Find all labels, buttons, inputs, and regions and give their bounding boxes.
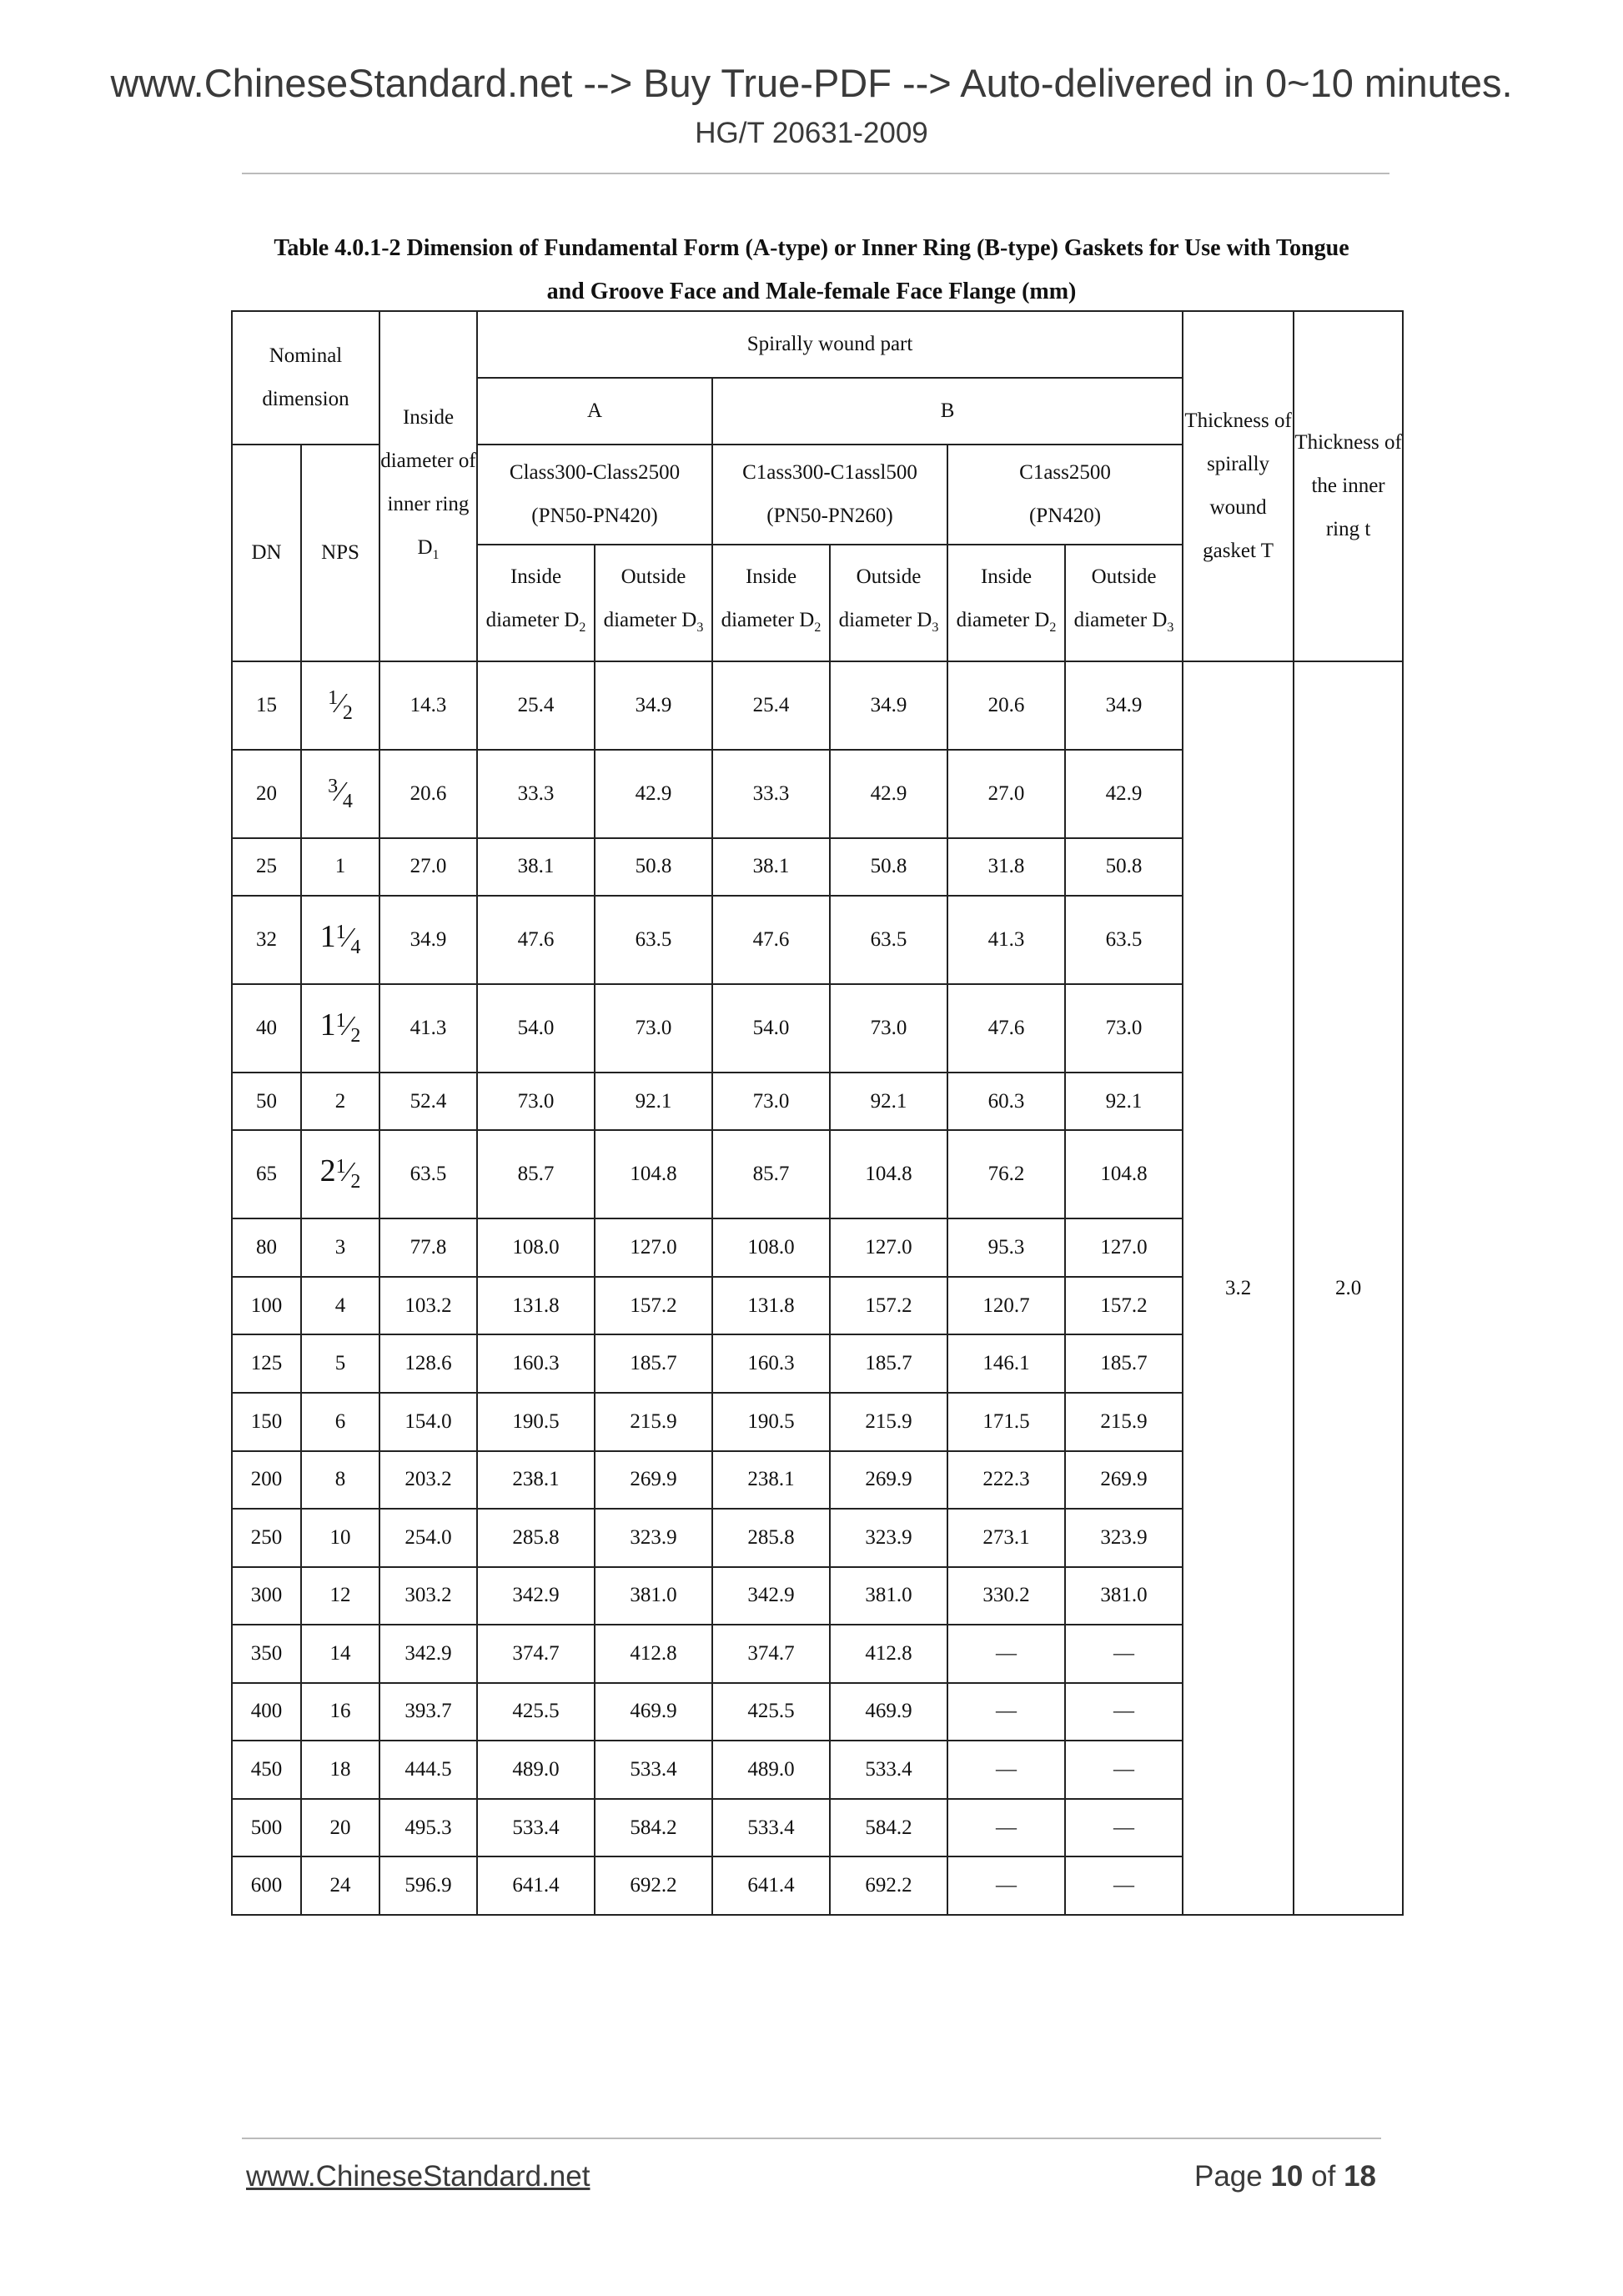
nps-cell: 5 xyxy=(301,1334,379,1393)
class-a-header: Class300-Class2500 (PN50-PN420) xyxy=(477,445,712,545)
nps-cell xyxy=(301,661,379,750)
caption-line-1: Table 4.0.1-2 Dimension of Fundamental Form (A-type) or Inner Ring (B-type) Gaskets for Use with Tongue xyxy=(274,235,1349,261)
b1-d3-cell: 63.5 xyxy=(830,896,947,984)
b2-d3-cell: 34.9 xyxy=(1065,661,1183,750)
dn-cell: 350 xyxy=(232,1625,301,1683)
b2-d2-cell: 60.3 xyxy=(947,1073,1065,1131)
dn-cell: 100 xyxy=(232,1277,301,1335)
a-d2-cell: 190.5 xyxy=(477,1393,595,1451)
a-d3-cell: 34.9 xyxy=(595,661,712,750)
table-caption xyxy=(225,227,1398,314)
a-d2-cell: 425.5 xyxy=(477,1683,595,1741)
a-d3-cell: 104.8 xyxy=(595,1130,712,1218)
b1-d3-cell: 215.9 xyxy=(830,1393,947,1451)
a-outside-diameter-header: Outside diameter $D_3$ xyxy=(595,545,712,661)
thickness-spiral-header: Thickness of spirally wound gasket T xyxy=(1183,311,1294,661)
a-d2-cell: 33.3 xyxy=(477,750,595,838)
b2-d3-cell: — xyxy=(1065,1741,1183,1799)
d1-cell: 103.2 xyxy=(379,1277,477,1335)
a-d2-cell: 73.0 xyxy=(477,1073,595,1131)
b2-d2-cell: 222.3 xyxy=(947,1451,1065,1510)
a-d3-cell: 185.7 xyxy=(595,1334,712,1393)
a-d3-cell: 381.0 xyxy=(595,1567,712,1625)
group-a-header: A xyxy=(477,378,712,445)
a-d2-cell: 38.1 xyxy=(477,838,595,897)
top-divider xyxy=(242,173,1389,174)
b2-d2-cell: 120.7 xyxy=(947,1277,1065,1335)
a-d2-cell: 238.1 xyxy=(477,1451,595,1510)
dn-cell: 15 xyxy=(232,661,301,750)
b2-d2-cell: — xyxy=(947,1625,1065,1683)
b1-outside-diameter-header: Outside diameter $D_3$ xyxy=(830,545,947,661)
dn-cell: 20 xyxy=(232,750,301,838)
d1-cell: 444.5 xyxy=(379,1741,477,1799)
b1-d2-cell: 54.0 xyxy=(712,984,830,1073)
b1-d3-cell: 157.2 xyxy=(830,1277,947,1335)
nps-cell xyxy=(301,984,379,1073)
a-d2-cell: 85.7 xyxy=(477,1130,595,1218)
b2-d3-cell: — xyxy=(1065,1683,1183,1741)
d1-cell: 254.0 xyxy=(379,1509,477,1567)
nps-fraction: $^1⁄_2$ xyxy=(328,686,353,724)
nps-cell xyxy=(301,1130,379,1218)
b1-d3-cell: 533.4 xyxy=(830,1741,947,1799)
a-d3-cell: 323.9 xyxy=(595,1509,712,1567)
b2-d3-cell: 104.8 xyxy=(1065,1130,1183,1218)
b1-d3-cell: 92.1 xyxy=(830,1073,947,1131)
nps-cell: 10 xyxy=(301,1509,379,1567)
b2-d2-cell: 31.8 xyxy=(947,838,1065,897)
b1-d2-cell: 285.8 xyxy=(712,1509,830,1567)
a-d3-cell: 92.1 xyxy=(595,1073,712,1131)
b1-d3-cell: 127.0 xyxy=(830,1218,947,1277)
d1-cell: 14.3 xyxy=(379,661,477,750)
thickness-spiral-value: 3.2 xyxy=(1183,661,1294,1915)
b1-d2-cell: 73.0 xyxy=(712,1073,830,1131)
d1-cell: 128.6 xyxy=(379,1334,477,1393)
a-d2-cell: 342.9 xyxy=(477,1567,595,1625)
b1-d2-cell: 38.1 xyxy=(712,838,830,897)
b1-d3-cell: 469.9 xyxy=(830,1683,947,1741)
dn-cell: 300 xyxy=(232,1567,301,1625)
spirally-wound-part-header: Spirally wound part xyxy=(477,311,1183,378)
nps-cell xyxy=(301,750,379,838)
a-d3-cell: 584.2 xyxy=(595,1799,712,1857)
d1-cell: 41.3 xyxy=(379,984,477,1073)
nps-cell: 1 xyxy=(301,838,379,897)
b1-d2-cell: 47.6 xyxy=(712,896,830,984)
b2-d3-cell: 215.9 xyxy=(1065,1393,1183,1451)
b2-d2-cell: 41.3 xyxy=(947,896,1065,984)
dn-cell: 150 xyxy=(232,1393,301,1451)
dn-cell: 80 xyxy=(232,1218,301,1277)
nps-fraction: $1^1⁄_2$ xyxy=(319,1007,361,1047)
a-d3-cell: 73.0 xyxy=(595,984,712,1073)
standard-code: HG/T 20631-2009 xyxy=(695,117,928,149)
b2-d3-cell: — xyxy=(1065,1799,1183,1857)
dn-cell: 250 xyxy=(232,1509,301,1567)
a-d3-cell: 50.8 xyxy=(595,838,712,897)
b2-d2-cell: 27.0 xyxy=(947,750,1065,838)
banner-text: www.ChineseStandard.net --> Buy True-PDF --> Auto-delivered in 0~10 minutes. xyxy=(110,61,1513,105)
group-b-header: B xyxy=(712,378,1183,445)
nps-fraction: $^3⁄_4$ xyxy=(328,775,353,812)
b2-d3-cell: 42.9 xyxy=(1065,750,1183,838)
b1-d3-cell: 269.9 xyxy=(830,1451,947,1510)
dn-cell: 65 xyxy=(232,1130,301,1218)
b1-d3-cell: 104.8 xyxy=(830,1130,947,1218)
b2-outside-diameter-header: Outside diameter $D_3$ xyxy=(1065,545,1183,661)
b1-d2-cell: 489.0 xyxy=(712,1741,830,1799)
footer-site-link[interactable]: www.ChineseStandard.net xyxy=(246,2160,590,2193)
b1-d2-cell: 131.8 xyxy=(712,1277,830,1335)
b1-d2-cell: 160.3 xyxy=(712,1334,830,1393)
b2-d3-cell: 269.9 xyxy=(1065,1451,1183,1510)
d1-cell: 52.4 xyxy=(379,1073,477,1131)
dn-cell: 125 xyxy=(232,1334,301,1393)
nps-cell: 3 xyxy=(301,1218,379,1277)
a-d2-cell: 131.8 xyxy=(477,1277,595,1335)
table-body xyxy=(232,661,1403,1915)
d1-cell: 63.5 xyxy=(379,1130,477,1218)
b2-d2-cell: 95.3 xyxy=(947,1218,1065,1277)
d1-cell: 495.3 xyxy=(379,1799,477,1857)
page-indicator: Page 10 of 18 xyxy=(1193,2160,1376,2193)
nps-fraction: $2^1⁄_2$ xyxy=(319,1153,361,1193)
b2-d3-cell: 63.5 xyxy=(1065,896,1183,984)
b2-d2-cell: — xyxy=(947,1799,1065,1857)
dn-header: DN xyxy=(232,445,301,661)
a-d2-cell: 285.8 xyxy=(477,1509,595,1567)
b2-d2-cell: — xyxy=(947,1856,1065,1915)
nps-cell: 24 xyxy=(301,1856,379,1915)
nps-cell: 4 xyxy=(301,1277,379,1335)
b2-d3-cell: — xyxy=(1065,1625,1183,1683)
a-d2-cell: 489.0 xyxy=(477,1741,595,1799)
a-d2-cell: 108.0 xyxy=(477,1218,595,1277)
b1-d2-cell: 533.4 xyxy=(712,1799,830,1857)
a-d3-cell: 42.9 xyxy=(595,750,712,838)
bottom-divider xyxy=(242,2138,1381,2139)
a-d2-cell: 641.4 xyxy=(477,1856,595,1915)
b2-d2-cell: 171.5 xyxy=(947,1393,1065,1451)
b2-d3-cell: 323.9 xyxy=(1065,1509,1183,1567)
b1-d3-cell: 381.0 xyxy=(830,1567,947,1625)
a-d3-cell: 127.0 xyxy=(595,1218,712,1277)
thickness-inner-ring-value: 2.0 xyxy=(1294,661,1403,1915)
b1-d2-cell: 238.1 xyxy=(712,1451,830,1510)
b2-d2-cell: 330.2 xyxy=(947,1567,1065,1625)
b2-inside-diameter-header: Inside diameter $D_2$ xyxy=(947,545,1065,661)
b1-d3-cell: 185.7 xyxy=(830,1334,947,1393)
a-d3-cell: 469.9 xyxy=(595,1683,712,1741)
nps-cell: 2 xyxy=(301,1073,379,1131)
class-b1-header: C1ass300-C1assl500 (PN50-PN260) xyxy=(712,445,947,545)
b1-d3-cell: 34.9 xyxy=(830,661,947,750)
a-d3-cell: 157.2 xyxy=(595,1277,712,1335)
b2-d2-cell: 47.6 xyxy=(947,984,1065,1073)
a-d2-cell: 25.4 xyxy=(477,661,595,750)
dn-cell: 25 xyxy=(232,838,301,897)
b1-d3-cell: 323.9 xyxy=(830,1509,947,1567)
nps-fraction: $1^1⁄_4$ xyxy=(319,919,361,959)
b1-d2-cell: 85.7 xyxy=(712,1130,830,1218)
a-d3-cell: 269.9 xyxy=(595,1451,712,1510)
a-d2-cell: 47.6 xyxy=(477,896,595,984)
d1-cell: 34.9 xyxy=(379,896,477,984)
b1-d2-cell: 25.4 xyxy=(712,661,830,750)
dn-cell: 50 xyxy=(232,1073,301,1131)
a-d2-cell: 374.7 xyxy=(477,1625,595,1683)
nominal-dimension-header: Nominal dimension xyxy=(232,311,379,445)
nps-cell: 18 xyxy=(301,1741,379,1799)
b1-d3-cell: 584.2 xyxy=(830,1799,947,1857)
class-b2-header: C1ass2500 (PN420) xyxy=(947,445,1183,545)
dn-cell: 600 xyxy=(232,1856,301,1915)
dn-cell: 200 xyxy=(232,1451,301,1510)
b2-d3-cell: 185.7 xyxy=(1065,1334,1183,1393)
b1-d3-cell: 412.8 xyxy=(830,1625,947,1683)
b1-d2-cell: 342.9 xyxy=(712,1567,830,1625)
dn-cell: 40 xyxy=(232,984,301,1073)
b1-d2-cell: 190.5 xyxy=(712,1393,830,1451)
a-d3-cell: 412.8 xyxy=(595,1625,712,1683)
b2-d3-cell: 92.1 xyxy=(1065,1073,1183,1131)
nps-header: NPS xyxy=(301,445,379,661)
a-d3-cell: 215.9 xyxy=(595,1393,712,1451)
dn-cell: 450 xyxy=(232,1741,301,1799)
a-d2-cell: 533.4 xyxy=(477,1799,595,1857)
b2-d2-cell: 20.6 xyxy=(947,661,1065,750)
b2-d3-cell: 73.0 xyxy=(1065,984,1183,1073)
d1-cell: 20.6 xyxy=(379,750,477,838)
b1-d2-cell: 374.7 xyxy=(712,1625,830,1683)
nps-cell: 12 xyxy=(301,1567,379,1625)
dn-cell: 32 xyxy=(232,896,301,984)
nps-cell xyxy=(301,896,379,984)
a-d2-cell: 160.3 xyxy=(477,1334,595,1393)
gasket-dimension-table xyxy=(231,310,1404,1916)
dn-cell: 500 xyxy=(232,1799,301,1857)
a-inside-diameter-header: Inside diameter $D_2$ xyxy=(477,545,595,661)
d1-cell: 393.7 xyxy=(379,1683,477,1741)
b1-inside-diameter-header: Inside diameter $D_2$ xyxy=(712,545,830,661)
b2-d3-cell: 381.0 xyxy=(1065,1567,1183,1625)
d1-cell: 203.2 xyxy=(379,1451,477,1510)
b2-d3-cell: — xyxy=(1065,1856,1183,1915)
nps-cell: 6 xyxy=(301,1393,379,1451)
nps-cell: 16 xyxy=(301,1683,379,1741)
caption-line-2: and Groove Face and Male-female Face Flange (mm) xyxy=(546,279,1077,304)
b2-d2-cell: 76.2 xyxy=(947,1130,1065,1218)
thickness-inner-ring-header: Thickness of the inner ring t xyxy=(1294,311,1403,661)
d1-cell: 342.9 xyxy=(379,1625,477,1683)
b2-d3-cell: 127.0 xyxy=(1065,1218,1183,1277)
d1-cell: 154.0 xyxy=(379,1393,477,1451)
a-d3-cell: 63.5 xyxy=(595,896,712,984)
a-d2-cell: 54.0 xyxy=(477,984,595,1073)
b1-d3-cell: 42.9 xyxy=(830,750,947,838)
a-d3-cell: 533.4 xyxy=(595,1741,712,1799)
b1-d2-cell: 641.4 xyxy=(712,1856,830,1915)
nps-cell: 20 xyxy=(301,1799,379,1857)
b2-d2-cell: 273.1 xyxy=(947,1509,1065,1567)
b1-d2-cell: 425.5 xyxy=(712,1683,830,1741)
b2-d2-cell: 146.1 xyxy=(947,1334,1065,1393)
b2-d3-cell: 50.8 xyxy=(1065,838,1183,897)
b1-d3-cell: 50.8 xyxy=(830,838,947,897)
d1-cell: 596.9 xyxy=(379,1856,477,1915)
b1-d3-cell: 73.0 xyxy=(830,984,947,1073)
nps-cell: 14 xyxy=(301,1625,379,1683)
b2-d2-cell: — xyxy=(947,1741,1065,1799)
d1-cell: 303.2 xyxy=(379,1567,477,1625)
d1-cell: 77.8 xyxy=(379,1218,477,1277)
b2-d3-cell: 157.2 xyxy=(1065,1277,1183,1335)
d1-cell: 27.0 xyxy=(379,838,477,897)
inside-diameter-inner-ring-header: Inside diameter of inner ring $D_1$ xyxy=(379,311,477,661)
b1-d2-cell: 33.3 xyxy=(712,750,830,838)
b1-d3-cell: 692.2 xyxy=(830,1856,947,1915)
dn-cell: 400 xyxy=(232,1683,301,1741)
a-d3-cell: 692.2 xyxy=(595,1856,712,1915)
table-row xyxy=(232,661,1403,750)
nps-cell: 8 xyxy=(301,1451,379,1510)
b2-d2-cell: — xyxy=(947,1683,1065,1741)
b1-d2-cell: 108.0 xyxy=(712,1218,830,1277)
